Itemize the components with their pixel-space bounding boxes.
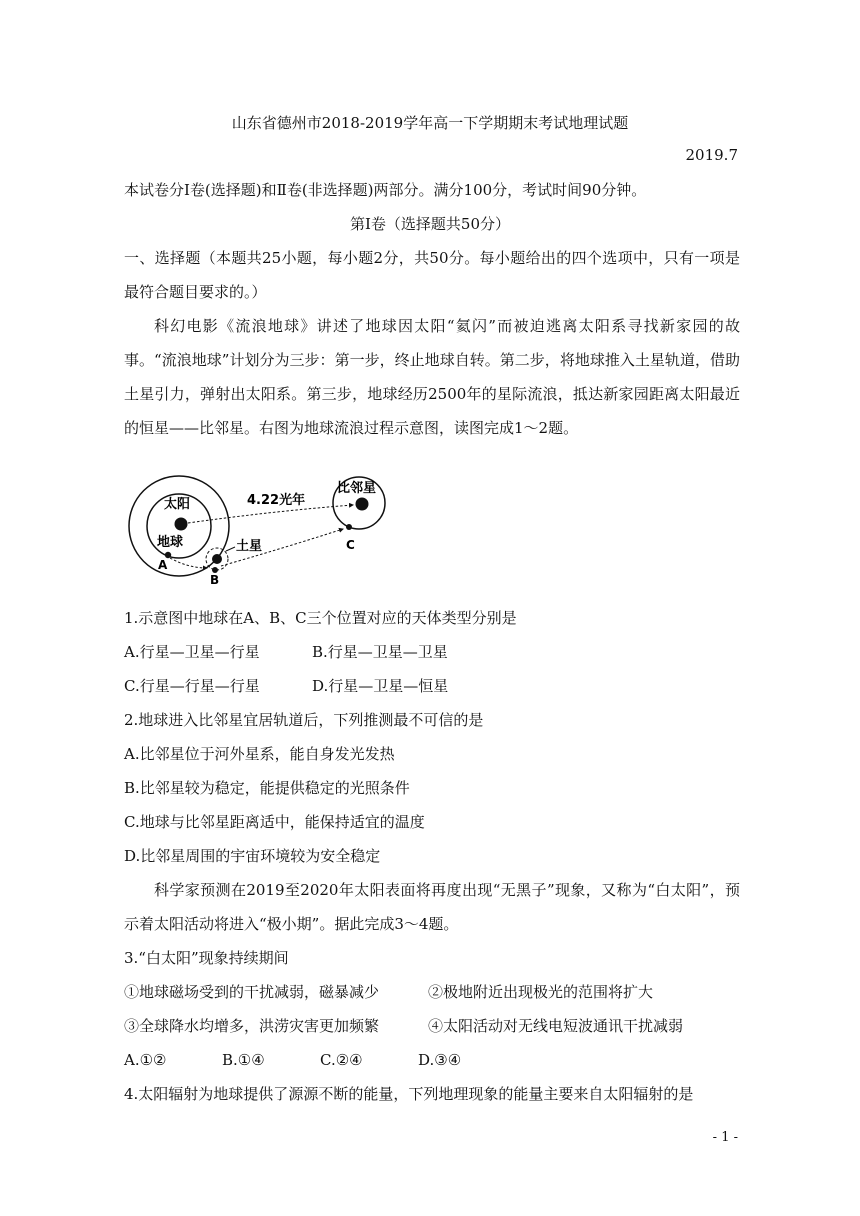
- q1-stem: 1.示意图中地球在A、B、C三个位置对应的天体类型分别是: [124, 609, 517, 627]
- q3-item-1: ①地球磁场受到的干扰减弱，磁暴减少: [124, 983, 380, 1001]
- point-a-label: A: [158, 558, 168, 572]
- passage-white-sun: 科学家预测在2019至2020年太阳表面将再度出现“无黑子”现象，又称为“白太阳”，预示着太阳活动将进入“极小期”。据此完成3～4题。: [124, 881, 740, 933]
- q3-item-2: ②极地附近出现极光的范围将扩大: [428, 983, 654, 1001]
- proxima-dot: [356, 498, 369, 511]
- q3-items-row1: [124, 982, 653, 1002]
- exam-date: 2019.7: [685, 146, 738, 164]
- proxima-label: 比邻星: [337, 481, 377, 496]
- section-title: 第Ⅰ卷（选择题共50分）: [349, 215, 510, 233]
- sun-dot: [175, 518, 188, 531]
- path-a-to-b: [170, 558, 207, 568]
- saturn-leader: [226, 547, 235, 551]
- q2-option-b[interactable]: B.比邻星较为稳定，能提供稳定的光照条件: [124, 779, 410, 797]
- point-b-label: B: [210, 573, 220, 587]
- q2-stem: 2.地球进入比邻星宜居轨道后，下列推测最不可信的是: [124, 711, 484, 729]
- q3-option-b[interactable]: B.①④: [222, 1051, 265, 1069]
- q1-option-a[interactable]: A.行星—卫星—行星: [124, 643, 260, 661]
- saturn-dot: [212, 554, 222, 564]
- q2-option-d[interactable]: D.比邻星周围的宇宙环境较为安全稳定: [124, 847, 381, 865]
- q3-options: [124, 1050, 461, 1070]
- q3-items-row2: [124, 1016, 683, 1036]
- q3-option-d[interactable]: D.③④: [418, 1051, 462, 1069]
- q3-stem: 3.“白太阳”现象持续期间: [124, 949, 289, 967]
- earth-wandering-diagram: [124, 458, 404, 588]
- q1-options-row1: [124, 642, 448, 662]
- exam-title: 山东省德州市2018-2019学年高一下学期期末考试地理试题: [231, 114, 629, 132]
- q3-item-3: ③全球降水均增多，洪涝灾害更加频繁: [124, 1017, 380, 1035]
- passage-liulang-diqiu: 科幻电影《流浪地球》讲述了地球因太阳“氦闪”而被迫逃离太阳系寻找新家园的故事。“流浪地球”计划分为三步：第一步，终止地球自转。第二步，将地球推入土星轨道，借助土星引力，弹射出太阳系。第三步，地球经历2500年的星际流浪，抵达新家园距离太阳最近的恒星——比邻星。右图为地球流浪过程示意图，读图完成1～2题。: [124, 317, 740, 437]
- exam-intro: 本试卷分Ⅰ卷(选择题)和Ⅱ卷(非选择题)两部分。满分100分，考试时间90分钟。: [124, 181, 647, 199]
- earth-label: 地球: [157, 535, 184, 550]
- earth-dot-c: [346, 524, 352, 530]
- point-c-label: C: [346, 538, 355, 552]
- q2-option-a[interactable]: A.比邻星位于河外星系，能自身发光发热: [124, 745, 395, 763]
- q3-item-4: ④太阳活动对无线电短波通讯干扰减弱: [428, 1017, 684, 1035]
- distance-label: 4.22光年: [247, 493, 306, 508]
- q3-option-c[interactable]: C.②④: [320, 1051, 363, 1069]
- saturn-label: 土星: [236, 539, 263, 554]
- q1-options-row2: [124, 676, 448, 696]
- page-number: - 1 -: [712, 1130, 738, 1145]
- instructions: 一、选择题（本题共25小题，每小题2分，共50分。每小题给出的四个选项中，只有一项是最符合题目要求的。）: [124, 249, 740, 301]
- q4-stem: 4.太阳辐射为地球提供了源源不断的能量，下列地理现象的能量主要来自太阳辐射的是: [124, 1085, 694, 1103]
- q2-option-c[interactable]: C.地球与比邻星距离适中，能保持适宜的温度: [124, 813, 425, 831]
- q1-option-b[interactable]: B.行星—卫星—卫星: [312, 643, 448, 661]
- q1-option-d[interactable]: D.行星—卫星—恒星: [312, 677, 449, 695]
- q3-option-a[interactable]: A.①②: [124, 1051, 167, 1069]
- sun-label: 太阳: [164, 497, 191, 512]
- q1-option-c[interactable]: C.行星—行星—行星: [124, 677, 260, 695]
